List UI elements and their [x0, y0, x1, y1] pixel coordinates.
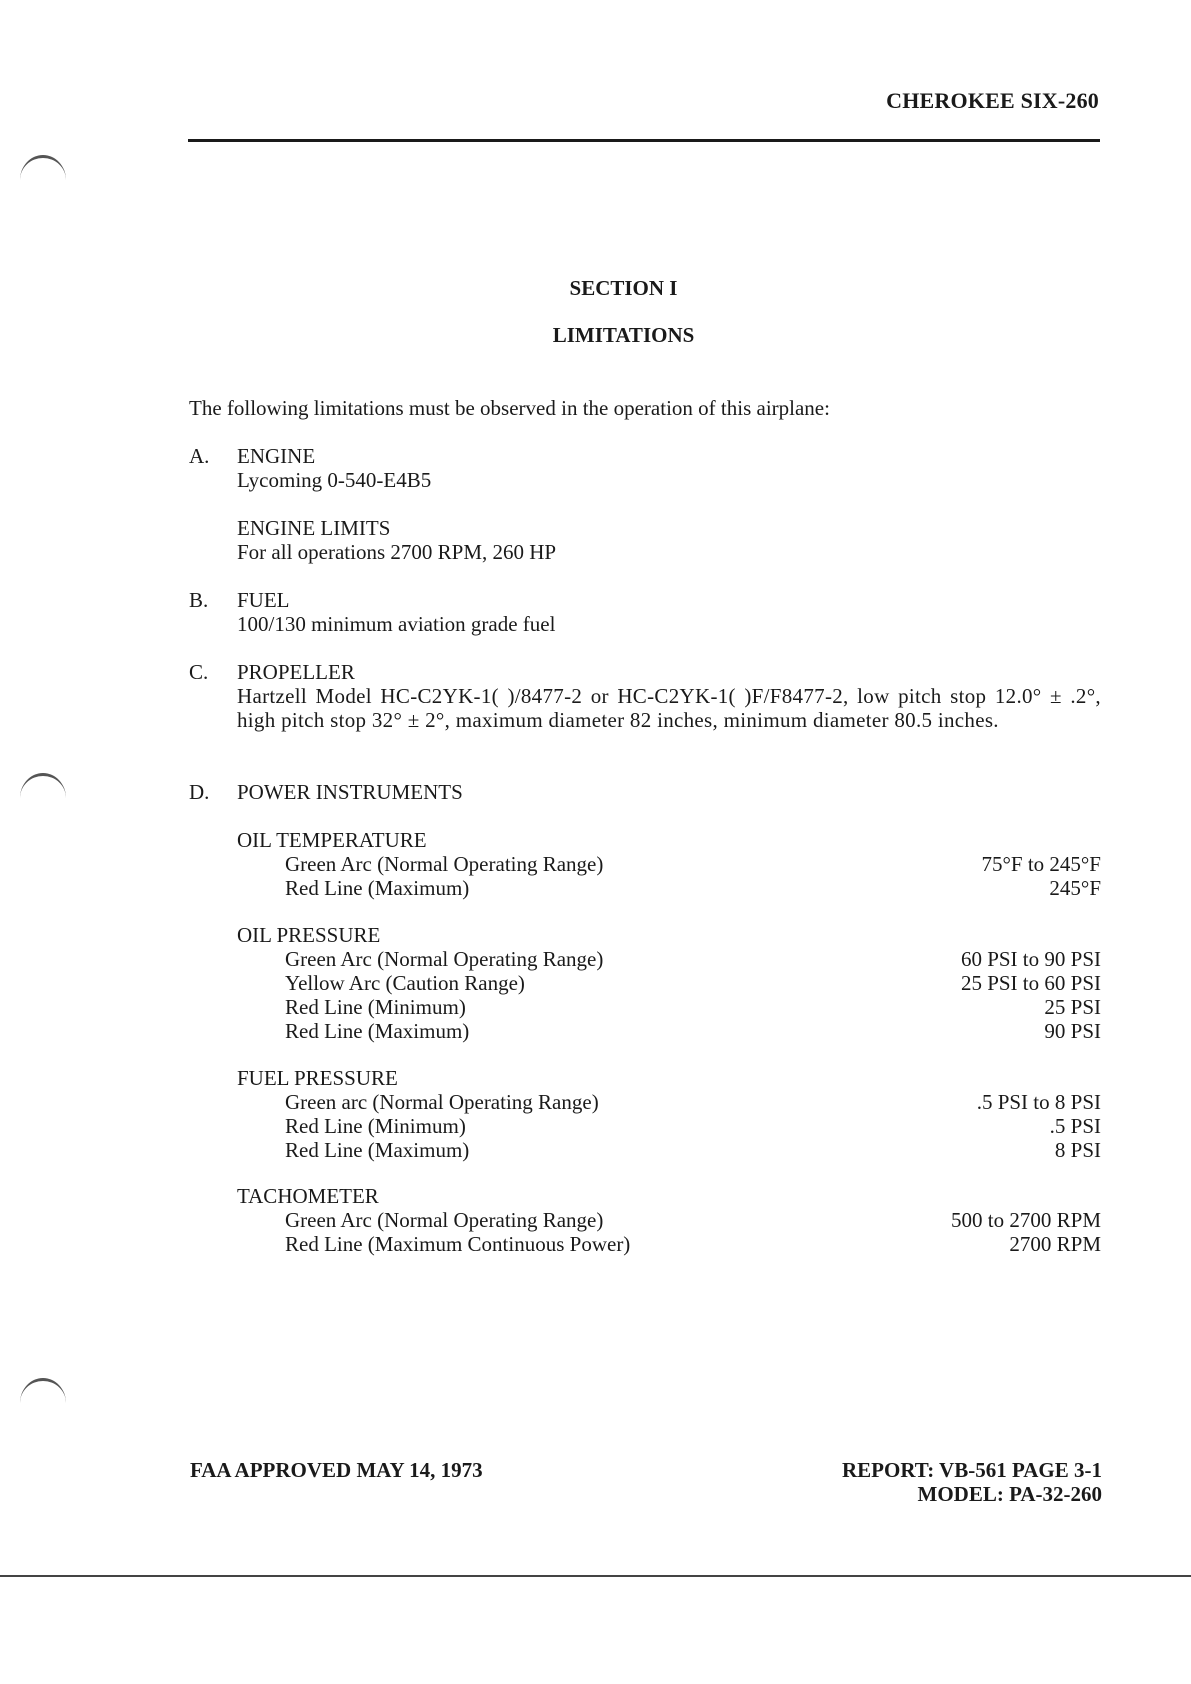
item-propeller — [189, 660, 1101, 732]
item-letter: B. — [189, 588, 209, 612]
engine-limits-heading: ENGINE LIMITS — [237, 516, 391, 540]
propeller-heading: PROPELLER — [237, 660, 355, 684]
item-letter: A. — [189, 444, 210, 468]
row-label: Red Line (Maximum) — [285, 876, 470, 900]
item-power-instruments — [189, 780, 1101, 804]
engine-limits-text: For all operations 2700 RPM, 260 HP — [237, 540, 557, 564]
table-row — [237, 1019, 1101, 1043]
row-label: Green Arc (Normal Operating Range) — [285, 1208, 604, 1232]
row-value: 25 PSI — [1044, 995, 1101, 1019]
table-row — [237, 1090, 1101, 1114]
table-row — [237, 852, 1101, 876]
row-label: Green Arc (Normal Operating Range) — [285, 947, 604, 971]
table-row — [237, 876, 1101, 900]
row-label: Yellow Arc (Caution Range) — [285, 971, 525, 995]
fuel-pressure-group — [237, 1066, 1101, 1162]
propeller-text: Hartzell Model HC-C2YK-1( )/8477-2 or HC-C2YK-1( )F/F8477-2, low pitch stop 12.0° ± .2°, high pitch stop 32° ± 2°, maximum diameter 82 inches, minimum diameter 80.5 inches. — [237, 684, 1101, 732]
fuel-heading: FUEL — [237, 588, 290, 612]
row-label: Red Line (Maximum) — [285, 1019, 470, 1043]
fuel-text: 100/130 minimum aviation grade fuel — [237, 612, 556, 636]
table-row — [237, 995, 1101, 1019]
row-label: Green arc (Normal Operating Range) — [285, 1090, 599, 1114]
power-instruments-heading: POWER INSTRUMENTS — [237, 780, 463, 804]
row-label: Red Line (Minimum) — [285, 995, 466, 1019]
bottom-rule — [0, 1575, 1191, 1577]
row-value: 2700 RPM — [1009, 1232, 1101, 1256]
group-heading: OIL TEMPERATURE — [237, 828, 427, 852]
item-letter: C. — [189, 660, 209, 684]
group-heading: TACHOMETER — [237, 1184, 379, 1208]
section-title: SECTION I — [569, 276, 678, 300]
report-number: REPORT: VB-561 PAGE 3-1 — [841, 1458, 1102, 1482]
table-row — [237, 1232, 1101, 1256]
row-value: 60 PSI to 90 PSI — [960, 947, 1101, 971]
section-subtitle: LIMITATIONS — [552, 323, 695, 347]
row-value: 25 PSI to 60 PSI — [960, 971, 1101, 995]
row-value: .5 PSI to 8 PSI — [976, 1090, 1101, 1114]
tachometer-group — [237, 1184, 1101, 1256]
row-value: 500 to 2700 RPM — [951, 1208, 1101, 1232]
row-value: .5 PSI — [1049, 1114, 1101, 1138]
report-info — [842, 1458, 1102, 1506]
row-value: 8 PSI — [1054, 1138, 1101, 1162]
binder-hole-mark — [20, 773, 66, 798]
oil-temperature-group — [237, 828, 1101, 900]
row-value: 90 PSI — [1044, 1019, 1101, 1043]
table-row — [237, 1138, 1101, 1162]
header-rule — [188, 139, 1100, 142]
item-fuel — [189, 588, 1101, 636]
intro-paragraph: The following limitations must be observed in the operation of this airplane: — [189, 396, 830, 420]
faa-approval: FAA APPROVED MAY 14, 1973 — [190, 1458, 483, 1482]
table-row — [237, 1114, 1101, 1138]
row-label: Red Line (Maximum Continuous Power) — [285, 1232, 631, 1256]
group-heading: OIL PRESSURE — [237, 923, 381, 947]
row-label: Green Arc (Normal Operating Range) — [285, 852, 604, 876]
binder-hole-mark — [20, 1378, 66, 1403]
group-heading: FUEL PRESSURE — [237, 1066, 398, 1090]
item-letter: D. — [189, 780, 210, 804]
binder-hole-mark — [20, 155, 66, 180]
oil-pressure-group — [237, 923, 1101, 1043]
row-label: Red Line (Maximum) — [285, 1138, 470, 1162]
engine-model: Lycoming 0-540-E4B5 — [237, 468, 432, 492]
table-row — [237, 947, 1101, 971]
engine-heading: ENGINE — [237, 444, 316, 468]
item-engine — [189, 444, 1101, 564]
row-value: 75°F to 245°F — [981, 852, 1101, 876]
model-number: MODEL: PA-32-260 — [917, 1482, 1102, 1506]
table-row — [237, 971, 1101, 995]
row-label: Red Line (Minimum) — [285, 1114, 466, 1138]
row-value: 245°F — [1049, 876, 1101, 900]
table-row — [237, 1208, 1101, 1232]
header-title: CHEROKEE SIX-260 — [886, 88, 1099, 113]
